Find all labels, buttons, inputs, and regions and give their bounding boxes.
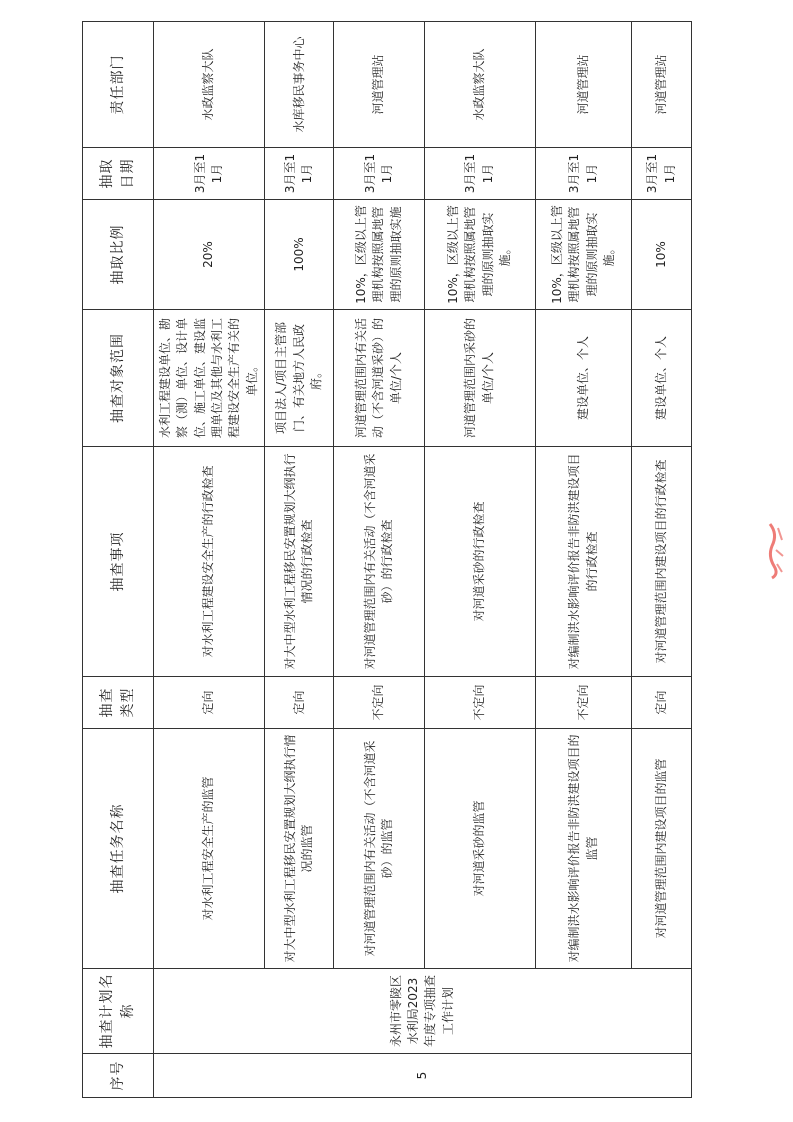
dept-cell: 河道管理站 [535,22,632,148]
table-header-row [83,22,154,1098]
header-ratio: 抽取比例 [83,200,154,310]
type-cell: 定向 [153,677,265,729]
date-cell: 3月至11月 [424,148,535,200]
task-cell: 对大中型水利工程移民安置规划大纲执行情况的监管 [265,729,334,969]
table-row [334,22,425,1098]
table-row [535,22,632,1098]
seal-stamp-fragment [766,520,786,580]
header-plan-name: 抽查计划名称 [83,969,154,1054]
scope-cell: 水利工程建设单位、勘察（测）单位、设计单位、施工单位、建设监理单位及其他与水利工程建设安全生产有关的单位。 [153,310,265,447]
ratio-cell: 20% [153,200,265,310]
item-cell: 对河道管理范围内建设项目的行政检查 [632,447,692,677]
scope-cell: 建设单位、个人 [535,310,632,447]
ratio-cell: 10%，区级以上管理机构按照属地管理的原则抽取实施 [334,200,425,310]
dept-cell: 河道管理站 [632,22,692,148]
item-cell: 对水利工程建设安全生产的行政检查 [153,447,265,677]
date-cell: 3月至11月 [632,148,692,200]
header-item: 抽查事项 [83,447,154,677]
header-scope: 抽查对象范围 [83,310,154,447]
type-cell: 不定向 [424,677,535,729]
ratio-cell: 100% [265,200,334,310]
task-cell: 对水利工程安全生产的监管 [153,729,265,969]
ratio-cell: 10%，区级以上管理机构按照属地管理的原则抽取实施。 [535,200,632,310]
dept-cell: 水政监察大队 [424,22,535,148]
table-row [632,22,692,1098]
header-date: 抽取日期 [83,148,154,200]
header-task-name: 抽查任务名称 [83,729,154,969]
inspection-plan-table [82,21,692,1098]
scope-cell: 建设单位、个人 [632,310,692,447]
date-cell: 3月至11月 [334,148,425,200]
dept-cell: 水政监察大队 [153,22,265,148]
header-dept: 责任部门 [83,22,154,148]
table-row [153,22,265,1098]
ratio-cell: 10%，区级以上管理机构按照属地管理的原则抽取实施。 [424,200,535,310]
task-cell: 对河道采砂的监管 [424,729,535,969]
task-cell: 对编制洪水影响评价报告非防洪建设项目的监管 [535,729,632,969]
dept-cell: 河道管理站 [334,22,425,148]
header-seq: 序号 [83,1054,154,1098]
item-cell: 对河道管理范围内有关活动（不含河道采砂）的行政检查 [334,447,425,677]
scope-cell: 河道管理范围内有关活动（不含河道采砂）的单位/个人 [334,310,425,447]
date-cell: 3月至11月 [535,148,632,200]
type-cell: 定向 [265,677,334,729]
type-cell: 定向 [632,677,692,729]
task-cell: 对河道管理范围内建设项目的监管 [632,729,692,969]
table-row [424,22,535,1098]
item-cell: 对大中型水利工程移民安置规划大纲执行情况的行政检查 [265,447,334,677]
item-cell: 对编制洪水影响评价报告非防洪建设项目的行政检查 [535,447,632,677]
plan-name-cell: 永州市零陵区水利局2023 年度专项抽查工作计划 [153,969,691,1054]
date-cell: 3月至11月 [265,148,334,200]
item-cell: 对河道采砂的行政检查 [424,447,535,677]
type-cell: 不定向 [334,677,425,729]
date-cell: 3月至11月 [153,148,265,200]
scope-cell: 项目法人/项目主管部门、有关地方人民政府。 [265,310,334,447]
type-cell: 不定向 [535,677,632,729]
row-number: 5 [153,1054,691,1098]
ratio-cell: 10% [632,200,692,310]
table-row [265,22,334,1098]
dept-cell: 水库移民事务中心 [265,22,334,148]
scope-cell: 河道管理范围内采砂的单位/个人 [424,310,535,447]
rotated-table-container [82,22,692,1098]
header-type: 抽查类型 [83,677,154,729]
task-cell: 对河道管理范围内有关活动（不含河道采砂）的监管 [334,729,425,969]
